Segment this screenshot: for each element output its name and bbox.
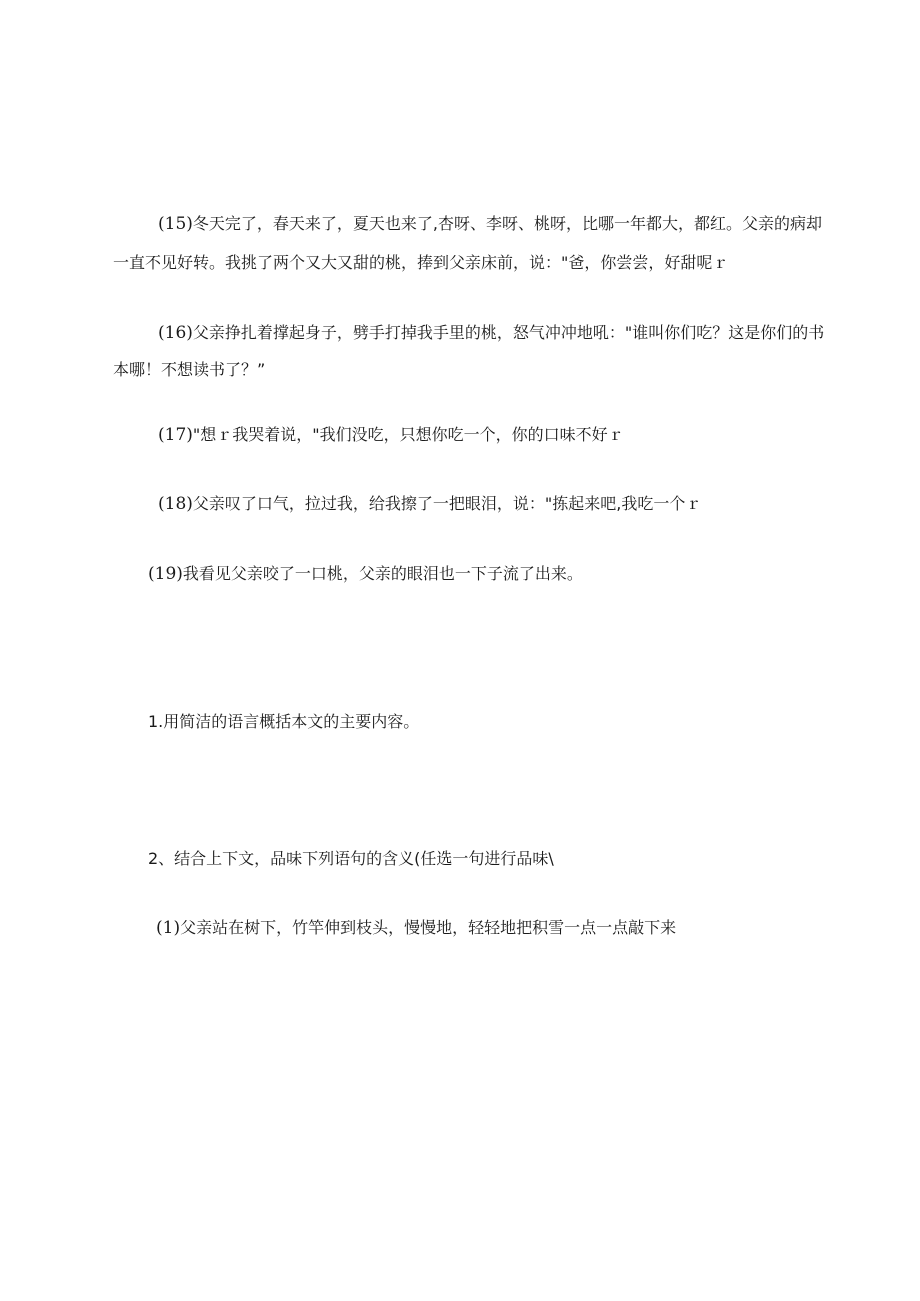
paragraph-number: (16) [158, 323, 193, 343]
paragraph-text: "想ｒ我哭着说，"我们没吃，只想你吃一个，你的口味不好ｒ [192, 425, 624, 444]
paragraph-19-line-1 [148, 563, 583, 585]
paragraph-18-line-1 [158, 493, 701, 515]
item-number: (1) [156, 918, 181, 938]
paragraph-text: 本哪！不想读书了？” [113, 360, 266, 379]
item-text: 父亲站在树下，竹竿伸到枝头，慢慢地，轻轻地把积雪一点一点敲下来 [180, 918, 677, 937]
paragraph-17-line-1 [158, 424, 624, 446]
paragraph-number: (15) [158, 214, 193, 234]
paragraph-16-line-1 [158, 322, 824, 344]
question-2-item-1 [156, 917, 676, 939]
paragraph-number: (19) [148, 564, 183, 584]
paragraph-text: 父亲叹了口气，拉过我，给我擦了一把眼泪，说："拣起来吧,我吃一个ｒ [192, 494, 702, 513]
paragraph-15-line-1 [158, 213, 822, 235]
paragraph-number: (18) [158, 494, 193, 514]
paragraph-text: 一直不见好转。我挑了两个又大又甜的桃，捧到父亲床前，说："爸，你尝尝，好甜呢ｒ [113, 253, 729, 272]
question-1: 1.用简洁的语言概括本文的主要内容。 [148, 712, 420, 731]
paragraph-text: 我看见父亲咬了一口桃，父亲的眼泪也一下子流了出来。 [182, 564, 583, 583]
paragraph-16-line-2 [113, 359, 265, 381]
question-2: 2、结合上下文，品味下列语句的含义(任选一句进行品味\ [148, 849, 554, 868]
paragraph-text: 父亲挣扎着撑起身子，劈手打掉我手里的桃，怒气冲冲地吼："谁叫你们吃？这是你们的书 [192, 323, 825, 342]
paragraph-text: 冬天完了，春天来了，夏天也来了,杏呀、李呀、桃呀，比哪一年都大，都红。父亲的病却 [192, 214, 822, 233]
paragraph-15-line-2 [113, 252, 728, 274]
paragraph-number: (17) [158, 425, 193, 445]
